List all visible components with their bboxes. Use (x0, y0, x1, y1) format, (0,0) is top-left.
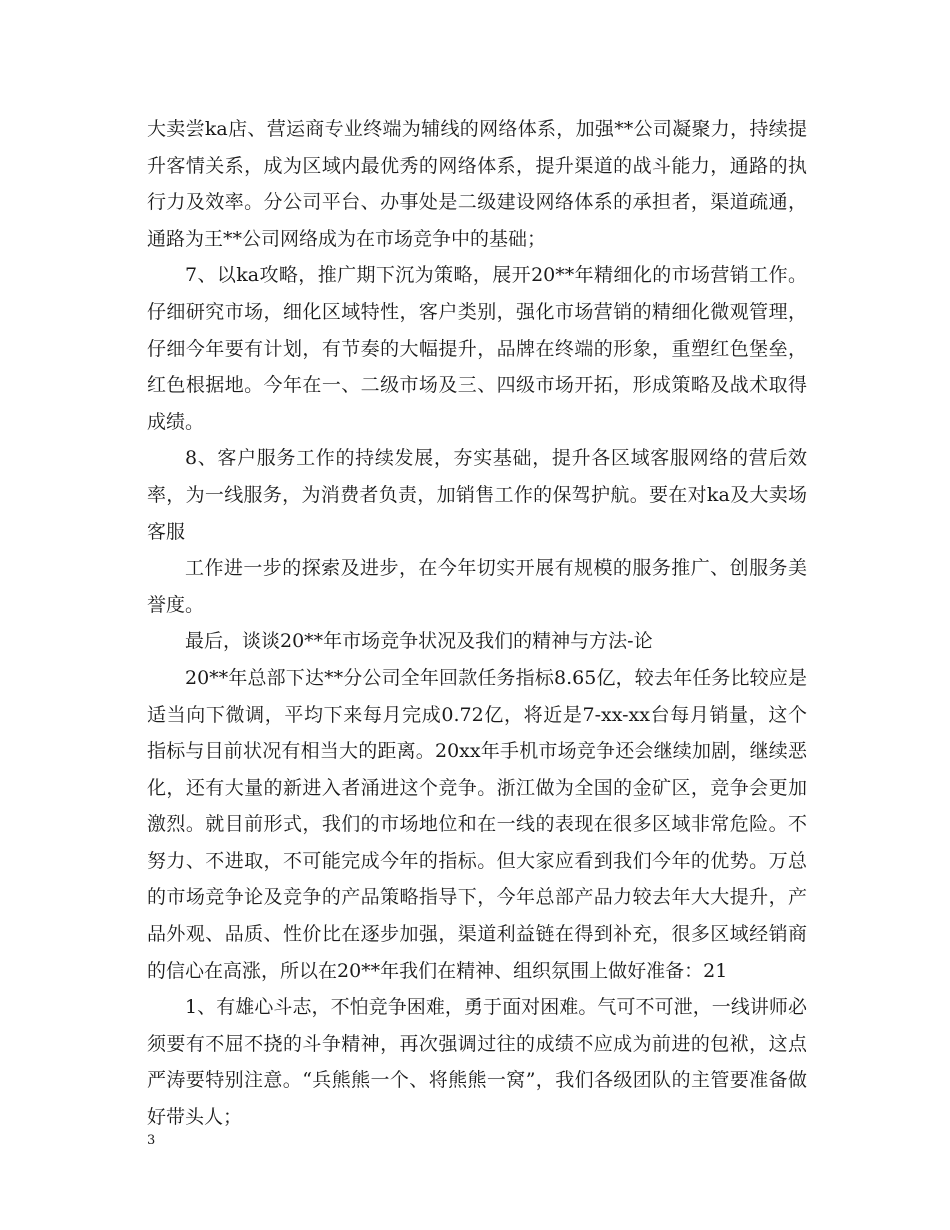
document-body (147, 111, 807, 1136)
paragraph-ka-strategy: 7、以ka攻略，推广期下沉为策略，展开20**年精细化的市场营销工作。仔细研究市场，细化区域特性，客户类别，强化市场营销的精细化微观管理，仔细今年要有计划，有节奏的大幅提升，品牌在终端的形象，重塑红色堡垒，红色根据地。今年在一、二级市场及三、四级市场开拓，形成策略及战术取得成绩。 (147, 264, 807, 433)
paragraph-customer-service: 8、客户服务工作的持续发展，夯实基础，提升各区域客服网络的营后效率，为一线服务，为消费者负责，加销售工作的保驾护航。要在对ka及大卖场客服 (147, 447, 807, 543)
paragraph-network-system: 大卖尝ka店、营运商专业终端为辅线的网络体系，加强**公司凝聚力，持续提升客情关系，成为区域内最优秀的网络体系，提升渠道的战斗能力，通路的执行力及效率。分公司平台、办事处是二级建设网络体系的承担者，渠道疏通，通路为王**公司网络成为在市场竞争中的基础； (147, 118, 807, 250)
paragraph-competition-heading: 最后，谈谈20**年市场竞争状况及我们的精神与方法-论 (185, 630, 653, 653)
page-number: 3 (147, 1133, 156, 1148)
paragraph-service-promotion: 工作进一步的探索及进步，在今年切实开展有规模的服务推广、创服务美誉度。 (147, 557, 807, 616)
paragraph-annual-target: 20**年总部下达**分公司全年回款任务指标8.65亿，较去年任务比较应是适当向下微调，平均下来每月完成0.72亿，将近是7-xx-xx台每月销量，这个指标与目前状况有相当大的距离。20xx年手机市场竞争还会继续加剧，继续恶化，还有大量的新进入者涌进这个竞争。浙江做为全国的金矿区，竞争会更加激烈。就目前形式，我们的市场地位和在一线的表现在很多区域非常危险。不努力、不进取，不可能完成今年的指标。但大家应看到我们今年的优势。万总的市场竞争论及竞争的产品策略指导下，今年总部产品力较去年大大提升，产品外观、品质、性价比在逐步加强，渠道利益链在得到补充，很多区域经销商的信心在高涨，所以在20**年我们在精神、组织氛围上做好准备：21 (147, 666, 807, 982)
paragraph-ambition: 1、有雄心斗志，不怕竞争困难，勇于面对困难。气可不可泄，一线讲师必须要有不屈不挠的斗争精神，再次强调过往的成绩不应成为前进的包袱，这点严涛要特别注意。“兵熊熊一个、将熊熊一窝”，我们各级团队的主管要准备做好带头人； (147, 996, 807, 1129)
